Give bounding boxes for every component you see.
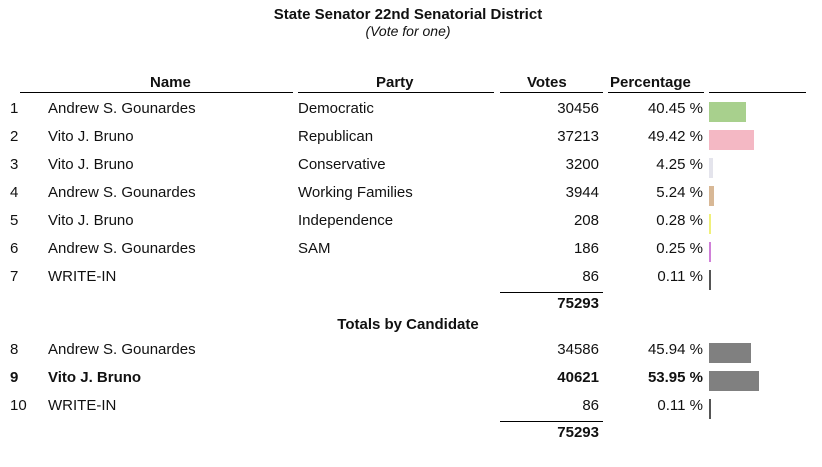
vote-percentage: 0.11 % — [657, 397, 703, 414]
row-number: 9 — [10, 369, 19, 386]
header-votes: Votes — [527, 74, 567, 91]
header-rule — [608, 92, 704, 93]
candidate-name: Andrew S. Gounardes — [48, 240, 196, 257]
row-number: 3 — [10, 156, 19, 173]
percentage-bar — [709, 158, 713, 178]
vote-percentage: 45.94 % — [647, 341, 703, 358]
row-number: 2 — [10, 128, 19, 145]
party-name: Working Families — [298, 184, 413, 201]
header-percentage: Percentage — [610, 74, 691, 91]
candidate-name: Andrew S. Gounardes — [48, 341, 196, 358]
percentage-bar — [709, 214, 711, 234]
vote-count: 34586 — [557, 341, 599, 358]
table-row — [0, 122, 822, 150]
party-name: Independence — [298, 212, 394, 229]
vote-count: 3200 — [565, 156, 599, 173]
vote-count: 86 — [582, 268, 599, 285]
results-subtitle: (Vote for one) — [365, 23, 451, 39]
table-row — [0, 150, 822, 178]
vote-count: 86 — [582, 397, 599, 414]
candidate-name: Andrew S. Gounardes — [48, 100, 196, 117]
vote-percentage: 53.95 % — [647, 369, 703, 386]
header-rule — [709, 92, 806, 93]
table-row — [0, 178, 822, 206]
vote-percentage: 5.24 % — [656, 184, 703, 201]
vote-count: 186 — [573, 240, 599, 257]
candidate-name: Andrew S. Gounardes — [48, 184, 196, 201]
header-rule — [20, 92, 293, 93]
vote-count: 208 — [573, 212, 599, 229]
party-total: 75293 — [557, 295, 599, 312]
percentage-bar — [709, 399, 711, 419]
vote-count: 30456 — [557, 100, 599, 117]
header-rule — [298, 92, 494, 93]
table-row — [0, 391, 822, 419]
candidate-name: Vito J. Bruno — [48, 369, 142, 386]
row-number: 10 — [10, 397, 27, 414]
party-name: Democratic — [298, 100, 374, 117]
candidate-name: Vito J. Bruno — [48, 128, 134, 145]
vote-percentage: 0.11 % — [657, 268, 703, 285]
table-row — [0, 234, 822, 262]
vote-percentage: 4.25 % — [656, 156, 703, 173]
candidate-total-rule — [500, 421, 603, 422]
vote-percentage: 0.28 % — [656, 212, 703, 229]
candidate-name: Vito J. Bruno — [48, 156, 134, 173]
results-title: State Senator 22nd Senatorial District — [273, 6, 543, 23]
section-title: Totals by Candidate — [337, 316, 479, 333]
candidate-total: 75293 — [557, 424, 599, 441]
percentage-bar — [709, 371, 759, 391]
candidate-name: WRITE-IN — [48, 397, 117, 414]
header-name: Name — [150, 74, 191, 91]
percentage-bar — [709, 186, 714, 206]
percentage-bar — [709, 102, 746, 122]
table-row — [0, 335, 822, 363]
candidate-name: WRITE-IN — [48, 268, 117, 285]
party-name: Republican — [298, 128, 374, 145]
row-number: 7 — [10, 268, 19, 285]
vote-percentage: 0.25 % — [656, 240, 703, 257]
party-name: SAM — [298, 240, 331, 257]
percentage-bar — [709, 270, 711, 290]
vote-percentage: 40.45 % — [647, 100, 703, 117]
percentage-bar — [709, 242, 711, 262]
percentage-bar — [709, 130, 754, 150]
party-total-rule — [500, 292, 603, 293]
candidate-name: Vito J. Bruno — [48, 212, 134, 229]
percentage-bar — [709, 343, 751, 363]
row-number: 5 — [10, 212, 19, 229]
vote-count: 40621 — [557, 369, 599, 386]
row-number: 1 — [10, 100, 19, 117]
header-party: Party — [376, 74, 414, 91]
vote-count: 37213 — [557, 128, 599, 145]
vote-count: 3944 — [565, 184, 599, 201]
table-row — [0, 262, 822, 290]
vote-percentage: 49.42 % — [647, 128, 703, 145]
row-number: 4 — [10, 184, 19, 201]
row-number: 6 — [10, 240, 19, 257]
header-rule — [500, 92, 603, 93]
table-row — [0, 94, 822, 122]
party-name: Conservative — [298, 156, 386, 173]
table-row — [0, 363, 822, 391]
table-row — [0, 206, 822, 234]
row-number: 8 — [10, 341, 19, 358]
